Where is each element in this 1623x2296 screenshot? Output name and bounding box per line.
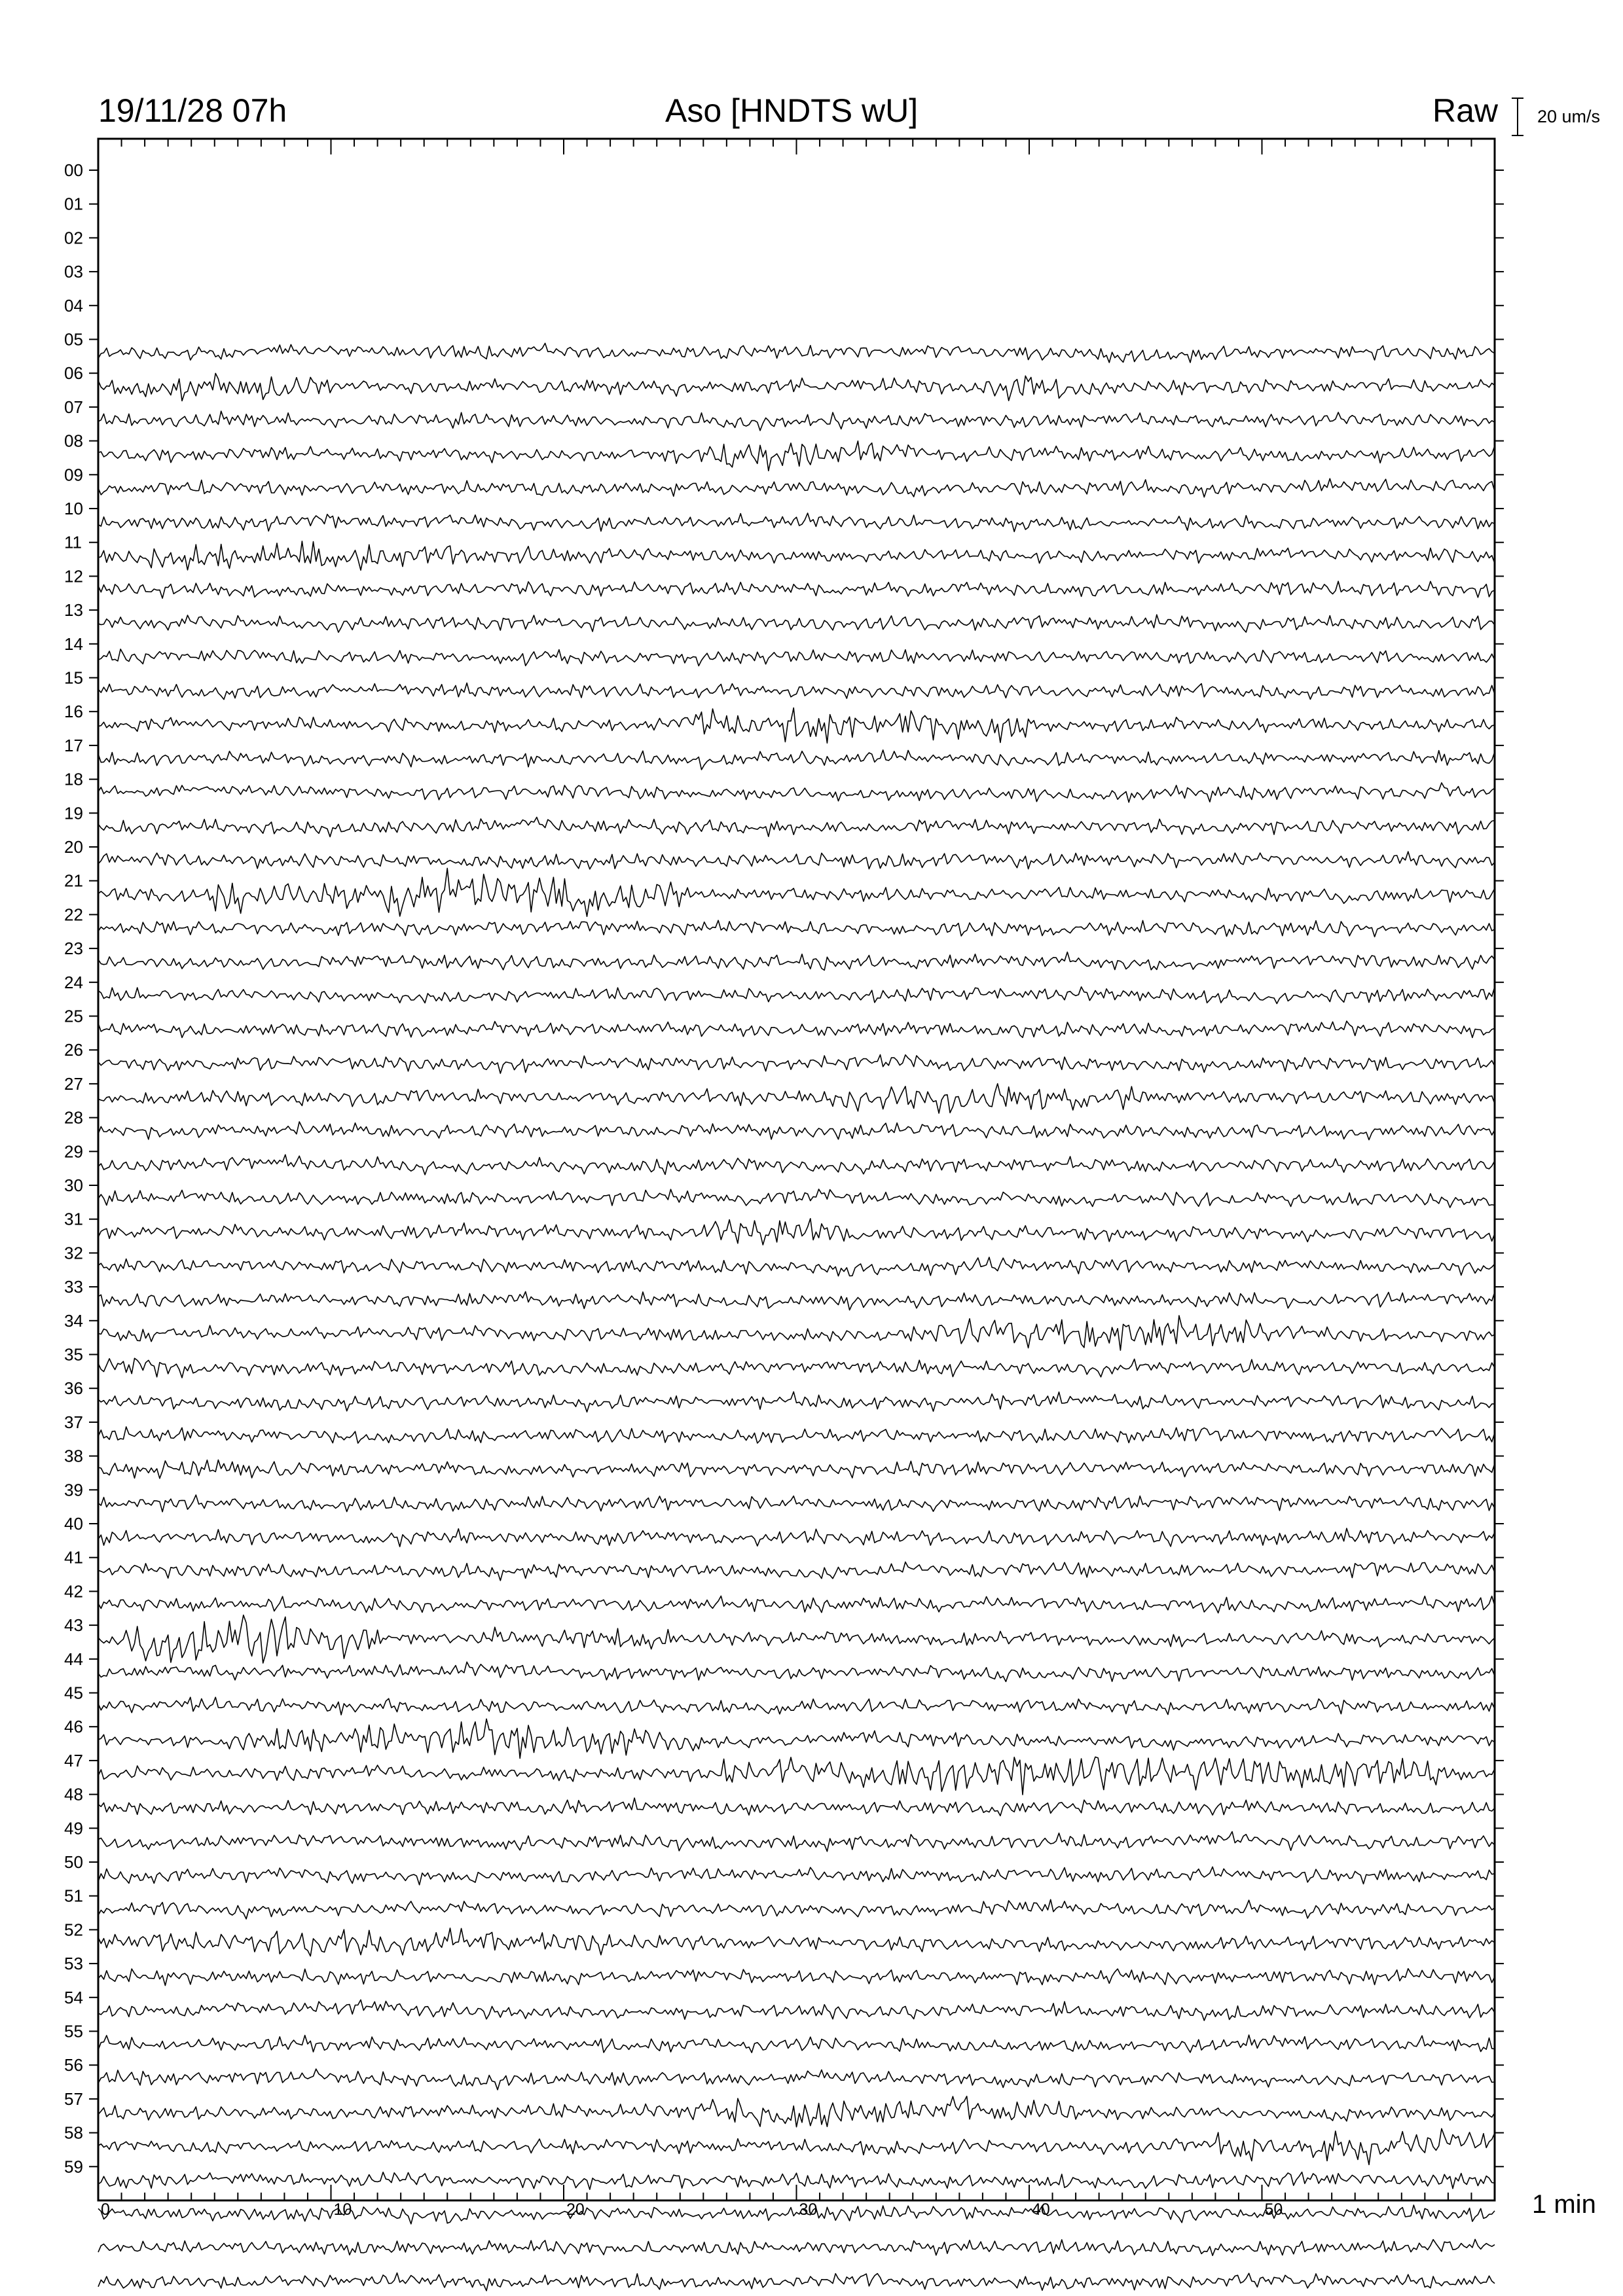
y-tick-label: 41 (64, 1547, 83, 1568)
seismic-trace (98, 649, 1495, 666)
seismic-trace (98, 2035, 1495, 2053)
y-tick-label: 45 (64, 1683, 83, 1703)
seismic-trace (98, 2239, 1495, 2255)
seismic-trace (98, 1528, 1495, 1547)
seismic-trace (98, 683, 1495, 700)
y-tick-label: 17 (64, 735, 83, 755)
seismic-trace (98, 750, 1495, 770)
seismic-trace (98, 1427, 1495, 1443)
plot-frame (98, 139, 1495, 2200)
seismic-trace (98, 1662, 1495, 1681)
seismic-trace (98, 2273, 1495, 2291)
y-tick-label: 43 (64, 1615, 83, 1636)
seismic-trace (98, 1219, 1495, 1245)
seismic-trace (98, 783, 1495, 802)
duration-label: 1 min (1532, 2190, 1596, 2219)
y-tick-label: 53 (64, 1954, 83, 1974)
y-tick-label: 54 (64, 1987, 83, 2007)
y-tick-label: 28 (64, 1107, 83, 1128)
seismic-trace (98, 1899, 1495, 1919)
y-tick-label: 19 (64, 803, 83, 823)
seismic-trace (98, 1867, 1495, 1885)
seismic-trace (98, 1084, 1495, 1113)
seismic-trace (98, 343, 1495, 363)
seismic-trace (98, 1460, 1495, 1479)
seismic-trace (98, 1928, 1495, 1956)
seismic-trace (98, 513, 1495, 531)
y-tick-label: 36 (64, 1378, 83, 1399)
seismic-trace (98, 1697, 1495, 1715)
seismic-trace (98, 952, 1495, 971)
x-tick-label: 20 (566, 2200, 585, 2219)
y-tick-label: 03 (64, 262, 83, 282)
y-tick-label: 10 (64, 499, 83, 518)
y-tick-label: 57 (64, 2089, 83, 2109)
seismic-trace (98, 1719, 1495, 1758)
seismic-trace (98, 615, 1495, 632)
seismic-trace (98, 817, 1495, 837)
seismic-trace (98, 1596, 1495, 1613)
seismic-trace (98, 1316, 1495, 1350)
y-tick-label: 59 (64, 2157, 83, 2177)
y-tick-label: 11 (64, 532, 82, 552)
y-tick-label: 37 (64, 1412, 83, 1432)
y-tick-label: 09 (64, 465, 83, 485)
seismic-trace (98, 581, 1495, 598)
y-tick-label: 21 (64, 870, 83, 891)
y-tick-label: 33 (64, 1277, 83, 1297)
y-tick-label: 51 (64, 1886, 83, 1906)
y-tick-label: 50 (64, 1852, 83, 1872)
seismic-trace (98, 1798, 1495, 1816)
y-tick-label: 15 (64, 668, 83, 688)
amplitude-scale-label: 20 um/s (1537, 107, 1601, 126)
y-tick-label: 52 (64, 1920, 83, 1940)
seismic-trace (98, 708, 1495, 744)
y-tick-label: 47 (64, 1750, 83, 1770)
y-tick-label: 06 (64, 363, 83, 384)
y-tick-label: 00 (64, 160, 83, 180)
seismic-trace (98, 1391, 1495, 1412)
y-tick-label: 42 (64, 1581, 83, 1602)
y-tick-label: 14 (64, 634, 83, 654)
seismic-trace (98, 1495, 1495, 1512)
y-tick-label: 44 (64, 1649, 83, 1669)
y-tick-label: 48 (64, 1784, 83, 1804)
y-tick-label: 13 (64, 600, 83, 620)
y-tick-label: 40 (64, 1514, 83, 1534)
y-tick-label: 55 (64, 2021, 83, 2041)
y-tick-label: 08 (64, 431, 83, 451)
y-tick-label: 27 (64, 1073, 83, 1094)
seismic-trace (98, 541, 1495, 570)
y-tick-label: 46 (64, 1717, 83, 1737)
y-tick-label: 16 (64, 702, 83, 722)
y-tick-label: 32 (64, 1243, 83, 1263)
seismic-trace (98, 1055, 1495, 1074)
y-tick-label: 56 (64, 2055, 83, 2075)
seismic-trace (98, 478, 1495, 497)
seismic-trace (98, 1122, 1495, 1140)
seismic-trace (98, 1155, 1495, 1175)
seismic-trace (98, 1021, 1495, 1037)
y-tick-label: 49 (64, 1818, 83, 1839)
y-tick-label: 29 (64, 1141, 83, 1162)
y-tick-label: 18 (64, 769, 83, 789)
seismic-trace (98, 2096, 1495, 2127)
y-tick-label: 31 (64, 1209, 83, 1229)
chart-title: Aso [HNDTS wU] (665, 92, 919, 129)
x-tick-label: 50 (1264, 2200, 1283, 2219)
seismic-trace (98, 1292, 1495, 1310)
date-hour-label: 19/11/28 07h (98, 92, 287, 129)
seismic-trace (98, 1189, 1495, 1208)
seismic-trace (98, 920, 1495, 937)
seismic-trace (98, 869, 1495, 917)
y-tick-label: 04 (64, 295, 83, 315)
seismic-trace (98, 373, 1495, 401)
seismic-trace (98, 2069, 1495, 2090)
y-tick-label: 58 (64, 2123, 83, 2143)
seismic-trace (98, 1562, 1495, 1581)
seismic-trace (98, 1969, 1495, 1986)
seismic-trace (98, 1757, 1495, 1795)
seismic-trace (98, 441, 1495, 471)
y-tick-label: 26 (64, 1040, 83, 1060)
y-tick-label: 01 (64, 194, 83, 214)
y-tick-label: 02 (64, 228, 83, 248)
y-tick-label: 23 (64, 939, 83, 959)
x-tick-label: 10 (333, 2200, 352, 2219)
y-tick-label: 22 (64, 905, 83, 925)
seismic-trace (98, 1257, 1495, 1276)
y-tick-label: 35 (64, 1344, 83, 1365)
seismic-trace (98, 1358, 1495, 1378)
seismic-trace (98, 987, 1495, 1004)
y-tick-label: 34 (64, 1310, 83, 1331)
x-tick-label: 40 (1032, 2200, 1050, 2219)
y-tick-label: 38 (64, 1446, 83, 1466)
y-tick-label: 24 (64, 972, 83, 992)
y-tick-label: 20 (64, 837, 83, 857)
seismic-trace (98, 1832, 1495, 1852)
x-tick-label: 30 (799, 2200, 818, 2219)
seismic-trace (98, 411, 1495, 431)
y-tick-label: 12 (64, 566, 83, 586)
y-tick-label: 39 (64, 1480, 83, 1500)
y-tick-label: 07 (64, 397, 83, 417)
seismic-trace (98, 2205, 1495, 2224)
y-tick-label: 30 (64, 1175, 83, 1195)
seismic-trace (98, 1615, 1495, 1663)
y-tick-label: 25 (64, 1006, 83, 1026)
seismic-trace (98, 2128, 1495, 2164)
seismic-trace (98, 2000, 1495, 2021)
x-tick-label: 0 (101, 2200, 110, 2219)
seismic-trace (98, 852, 1495, 869)
y-tick-label: 05 (64, 329, 83, 350)
mode-label: Raw (1432, 92, 1499, 129)
